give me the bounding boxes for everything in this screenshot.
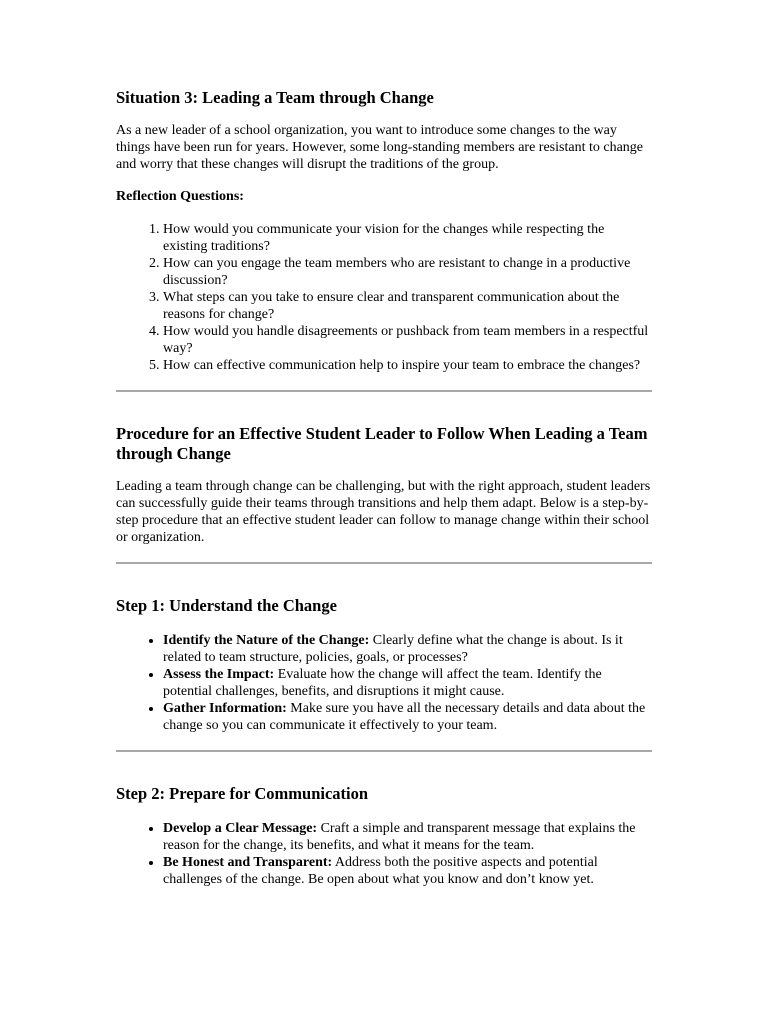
item-text: Evaluate how the change will affect the team. Identify the potential challenges, benefits, and disruptions it might cause. [163,667,602,699]
section-divider [116,562,652,564]
document-page [116,88,652,888]
situation-3-heading: Situation 3: Leading a Team through Change [116,88,434,107]
item-label: Gather Information: [163,701,287,716]
step-1-heading: Step 1: Understand the Change [116,596,337,615]
list-item: 5. How can effective communication help to inspire your team to embrace the changes? [163,357,652,374]
item-text: Clearly define what the change is about. Is it related to team structure, policies, goals, or processes? [163,633,623,665]
item-label: Be Honest and Transparent: [163,855,333,870]
list-item: 3. What steps can you take to ensure clear and transparent communication about the reasons for change? [163,289,652,323]
list-item: 2. How can you engage the team members who are resistant to change in a productive discussion? [163,255,652,289]
list-item: 4. How would you handle disagreements or pushback from team members in a respectful way? [163,323,652,357]
item-label: Assess the Impact: [163,667,275,682]
procedure-heading: Procedure for an Effective Student Leader to Follow When Leading a Team through Change [116,424,648,463]
item-text: Make sure you have all the necessary details and data about the change so you can communicate it effectively to your team. [163,701,646,733]
step-2-list [116,820,652,888]
section-divider [116,390,652,392]
list-item [163,700,652,734]
step-2-heading: Step 2: Prepare for Communication [116,784,369,803]
reflection-questions-list [116,221,652,374]
situation-3-intro: As a new leader of a school organization, you want to introduce some changes to the way things have been run for years. However, some long-standing members are resistant to change and worry that these changes will disrupt the traditions of the group. [116,123,643,172]
item-label: Identify the Nature of the Change: [163,633,370,648]
list-item [163,854,652,888]
procedure-intro: Leading a team through change can be challenging, but with the right approach, student leaders can successfully guide their teams through transitions and help them adapt. Below is a step-by-step procedure that an effective student leader can follow to manage change within their school or organization. [116,479,651,545]
item-text: Craft a simple and transparent message that explains the reason for the change, its benefits, and what it means for the team. [163,821,636,853]
list-item [163,666,652,700]
reflection-questions-heading: Reflection Questions: [116,189,244,204]
step-1-list [116,632,652,734]
list-item: 1. How would you communicate your vision for the changes while respecting the existing traditions? [163,221,652,255]
item-text: Address both the positive aspects and potential challenges of the change. Be open about what you know and don’t know yet. [163,855,598,887]
list-item [163,632,652,666]
section-divider [116,750,652,752]
item-label: Develop a Clear Message: [163,821,318,836]
list-item [163,820,652,854]
